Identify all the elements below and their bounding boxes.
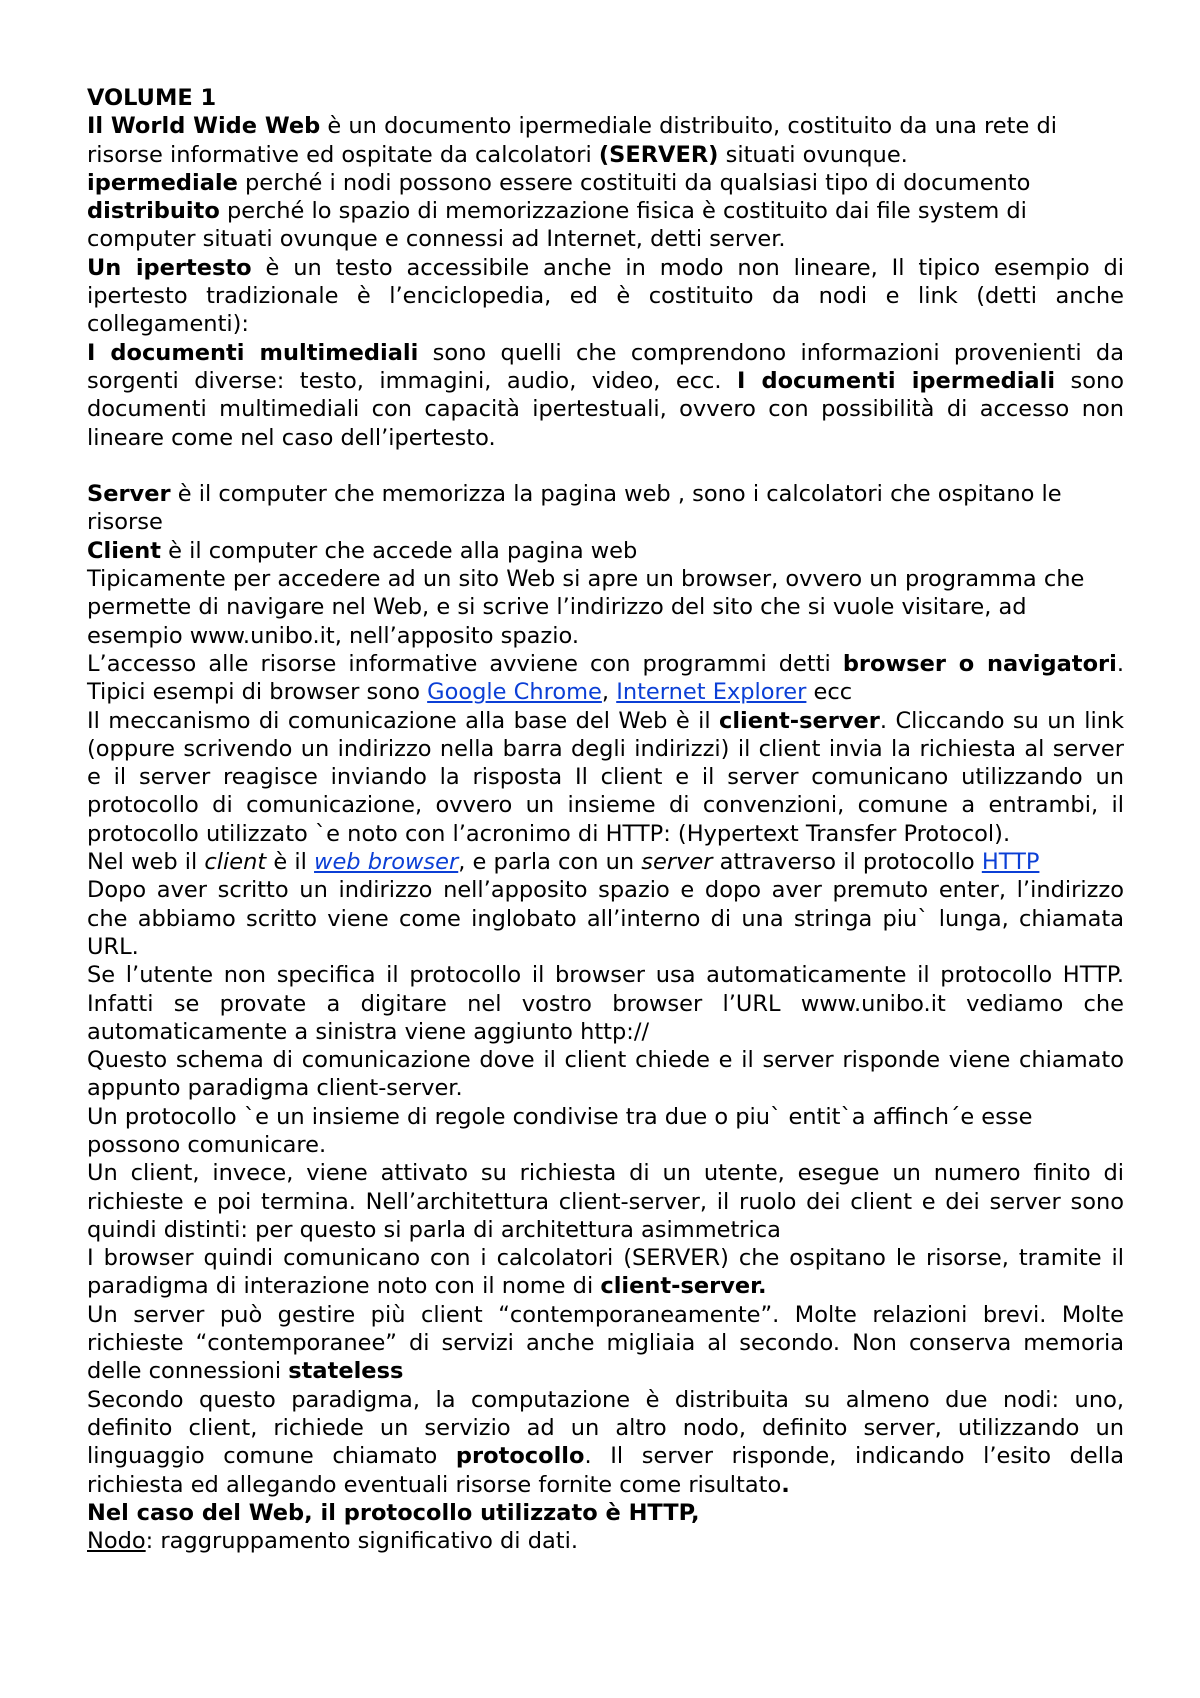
blank-line bbox=[87, 452, 1124, 480]
paragraph-paradigm: Questo schema di comunicazione dove il client chiede e il server risponde viene chiamato appunto paradigma client-server. bbox=[87, 1047, 1124, 1102]
paragraph-stateless: Un server può gestire più client “contemporaneamente”. Molte relazioni brevi. Molte richieste “contemporanee” di servizi anche migliaia al secondo. Non conserva memoria delle connessioni stateless bbox=[87, 1301, 1124, 1385]
paragraph-browser-access: Tipicamente per accedere ad un sito Web si apre un browser, ovvero un programma che permette di navigare nel Web, e si scrive l’indirizzo del sito che si vuole visitare, ad esempio www.unibo.it, nell’apposito spazio. bbox=[87, 566, 1085, 649]
paragraph-url: Dopo aver scritto un indirizzo nell’apposito spazio e dopo aver premuto enter, l’indirizzo che abbiamo scritto viene come inglobato all’interno di una stringa piu` lunga, chiamata URL. bbox=[87, 877, 1124, 960]
paragraph-web-protocol: Nel caso del Web, il protocollo utilizzato è HTTP, bbox=[87, 1499, 700, 1526]
paragraph-server: Server è il computer che memorizza la pagina web , sono i calcolatori che ospitano le risorse bbox=[87, 481, 1062, 536]
paragraph-multimediali: I documenti multimediali sono quelli che comprendono informazioni provenienti da sorgenti diverse: testo, immagini, audio, video, ecc. I documenti ipermediali sono documenti multimediali con capacità ipertestuali, ovvero con possibilità di accesso non lineare come nel caso dell’ipertesto. bbox=[87, 339, 1124, 451]
paragraph-nodo: Nodo: raggruppamento significativo di dati. bbox=[87, 1528, 579, 1555]
document-title: VOLUME 1 bbox=[87, 85, 217, 111]
link-google-chrome[interactable]: Google Chrome bbox=[427, 679, 602, 706]
paragraph-default-protocol: Se l’utente non specifica il protocollo il browser usa automaticamente il protocollo HTTP. Infatti se provate a digitare nel vostro browser l’URL www.unibo.it vediamo che automaticamente a sinistra viene aggiunto http:// bbox=[87, 962, 1124, 1045]
paragraph-browser-examples: L’accesso alle risorse informative avviene con programmi detti browser o navigatori. Tipici esempi di browser sono Google Chrome, Internet Explorer ecc bbox=[87, 650, 1124, 706]
paragraph-protocol-definition: Un protocollo `e un insieme di regole condivise tra due o piu` entit`a affinch´e esse possono comunicare. bbox=[87, 1103, 1033, 1158]
paragraph-asymmetric: Un client, invece, viene attivato su richiesta di un utente, esegue un numero finito di richieste e poi termina. Nell’architettura client-server, il ruolo dei client e dei server sono quindi distinti: per questo si parla di architettura asimmetrica bbox=[87, 1160, 1124, 1243]
link-http[interactable]: HTTP bbox=[981, 849, 1040, 876]
paragraph-web-client: Nel web il client è il web browser, e parla con un server attraverso il protocollo HTTP bbox=[87, 849, 1040, 876]
paragraph-distribuito: distribuito perché lo spazio di memorizzazione fisica è costituito dai file system di computer situati ovunque e connessi ad Internet, detti server. bbox=[87, 198, 1027, 253]
paragraph-client-server-mechanism: Il meccanismo di comunicazione alla base del Web è il client-server. Cliccando su un link (oppure scrivendo un indirizzo nella barra degli indirizzi) il client invia la richiesta al server e il server reagisce inviando la risposta Il client e il server comunicano utilizzando un protocollo di comunicazione, ovvero un insieme di convenzioni, comune a entrambi, il protocollo utilizzato `e noto con l’acronimo di HTTP: (Hypertext Transfer Protocol). bbox=[87, 707, 1124, 847]
paragraph-ipertesto: Un ipertesto è un testo accessibile anche in modo non lineare, Il tipico esempio di ipertesto tradizionale è l’enciclopedia, ed è costituito da nodi e link (detti anche collegamenti): bbox=[87, 254, 1124, 338]
paragraph-browser-server: I browser quindi comunicano con i calcolatori (SERVER) che ospitano le risorse, tramite il paradigma di interazione noto con il nome di client-server. bbox=[87, 1245, 1124, 1300]
paragraph-www-definition: Il World Wide Web è un documento ipermediale distribuito, costituito da una rete di risorse informative ed ospitate da calcolatori (SERVER) situati ovunque. bbox=[87, 113, 1057, 168]
link-internet-explorer[interactable]: Internet Explorer bbox=[616, 679, 807, 706]
paragraph-client: Client è il computer che accede alla pagina web bbox=[87, 537, 638, 564]
paragraph-ipermediale: ipermediale perché i nodi possono essere costituiti da qualsiasi tipo di documento bbox=[87, 169, 1031, 196]
link-web-browser[interactable]: web browser bbox=[314, 849, 459, 876]
paragraph-computation: Secondo questo paradigma, la computazione è distribuita su almeno due nodi: uno, definito client, richiede un servizio ad un altro nodo, definito server, utilizzando un linguaggio comune chiamato protocollo. Il server risponde, indicando l’esito della richiesta ed allegando eventuali risorse fornite come risultato. bbox=[87, 1386, 1124, 1498]
